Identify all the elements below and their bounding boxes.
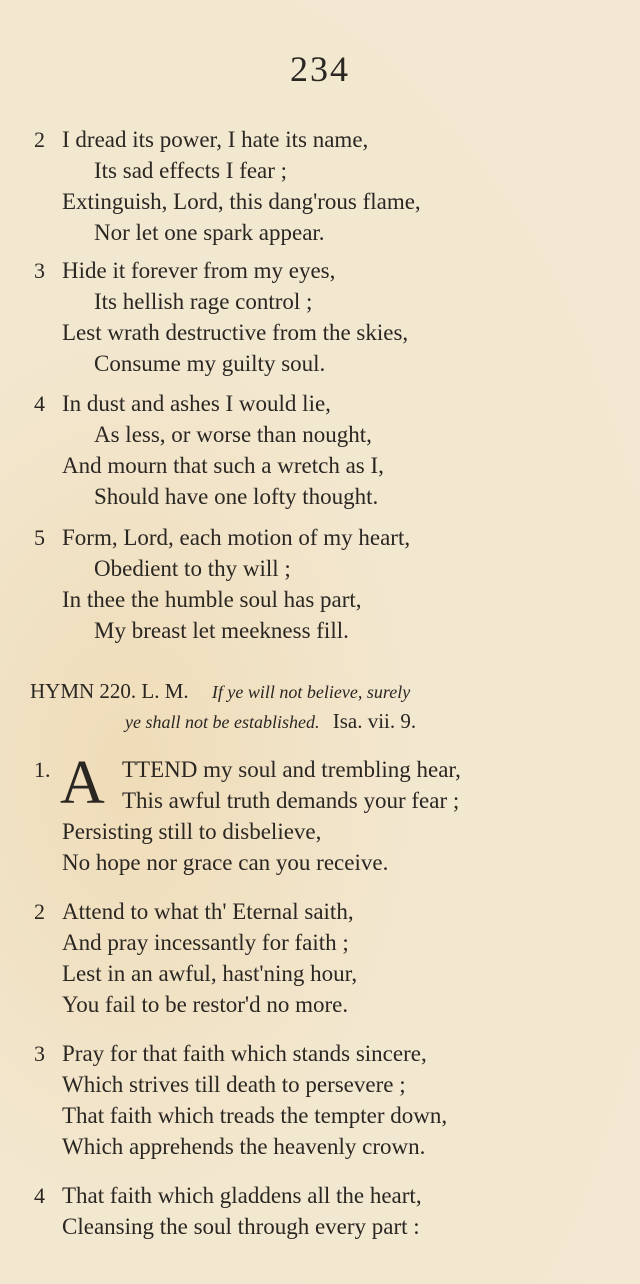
verse-line: This awful truth demands your fear ;: [122, 788, 460, 813]
verse-line: 3 Pray for that faith which stands sincere,: [0, 1038, 640, 1069]
verse-line: Obedient to thy will ;: [94, 556, 291, 581]
verse-line: Which apprehends the heavenly crown.: [62, 1134, 426, 1159]
verse-line: Its hellish rage control ;: [94, 289, 313, 314]
stanza-number: 3: [34, 258, 45, 283]
stanza: [0, 896, 640, 1020]
page-number: 234: [290, 49, 350, 89]
verse-line: My breast let meekness fill.: [94, 618, 349, 643]
verse-line: As less, or worse than nought,: [94, 422, 372, 447]
stanza-number: 1.: [34, 757, 51, 782]
verse-line: And pray incessantly for faith ;: [62, 930, 349, 955]
verse-line: 2 Attend to what th' Eternal saith,: [0, 896, 640, 927]
stanza-number: 3: [34, 1041, 45, 1066]
verse-line: In thee the humble soul has part,: [62, 587, 362, 612]
drop-cap: A: [60, 749, 105, 817]
verse-line: 4 That faith which gladdens all the heart,: [0, 1180, 640, 1211]
verse-line: 5 Form, Lord, each motion of my heart,: [0, 522, 640, 553]
verse-line: Lest in an awful, hast'ning hour,: [62, 961, 358, 986]
stanza-number: 5: [34, 525, 45, 550]
verse-line: Its sad effects I fear ;: [94, 158, 288, 183]
verse-line: Lest wrath destructive from the skies,: [62, 320, 409, 345]
stanza: [0, 1180, 640, 1242]
verse-line: 1. TTEND my soul and trembling hear,: [0, 754, 640, 785]
verse-line: Cleansing the soul through every part :: [62, 1214, 420, 1239]
verse-line: Persisting still to disbelieve,: [62, 819, 322, 844]
hymn-epigraph: If ye will not believe, surely: [211, 682, 411, 702]
stanza-number: 2: [34, 899, 45, 924]
verse-line: You fail to be restor'd no more.: [62, 992, 349, 1017]
verse-line: And mourn that such a wretch as I,: [62, 453, 384, 478]
hymn-label: HYMN 220. L. M.: [30, 679, 189, 703]
verse-line: Nor let one spark appear.: [94, 220, 325, 245]
stanza: [0, 522, 640, 646]
stanza: [0, 388, 640, 512]
verse-line: Extinguish, Lord, this dang'rous flame,: [62, 189, 421, 214]
verse-line: That faith which treads the tempter down,: [62, 1103, 448, 1128]
stanza-number: 4: [34, 1183, 45, 1208]
stanza: [0, 124, 640, 248]
stanza: [0, 1038, 640, 1162]
scripture-reference: Isa. vii. 9.: [332, 709, 417, 733]
stanza-number: 2: [34, 127, 45, 152]
verse-line: Should have one lofty thought.: [94, 484, 379, 509]
stanza-number: 4: [34, 391, 45, 416]
verse-line: 3 Hide it forever from my eyes,: [0, 255, 640, 286]
verse-line: Which strives till death to persevere ;: [62, 1072, 406, 1097]
hymn-epigraph: ye shall not be established.: [125, 712, 320, 732]
stanza: [0, 255, 640, 379]
stanza: [0, 749, 640, 878]
verse-line: Consume my guilty soul.: [94, 351, 326, 376]
verse-line: 2 I dread its power, I hate its name,: [0, 124, 640, 155]
verse-line: 4 In dust and ashes I would lie,: [0, 388, 640, 419]
hymn-header: [30, 676, 630, 736]
verse-line: No hope nor grace can you receive.: [62, 850, 389, 875]
